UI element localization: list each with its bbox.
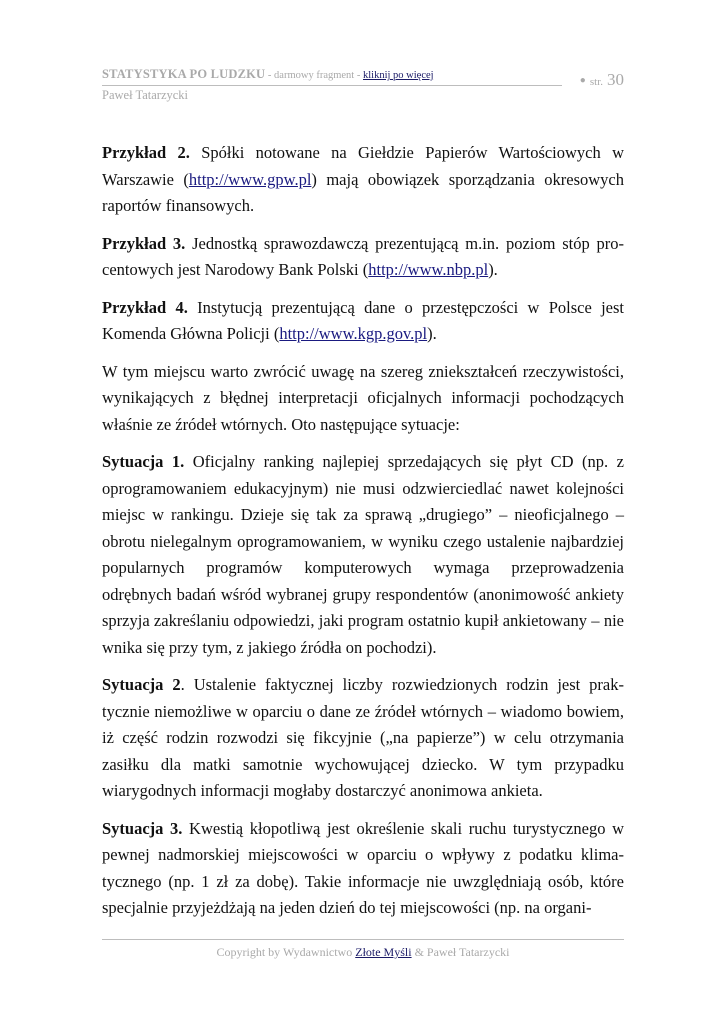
footer-author: & Paweł Tatarzycki	[411, 945, 510, 959]
paragraph-example-4	[102, 295, 624, 348]
more-link[interactable]: kliknij po więcej	[362, 70, 434, 81]
paragraph-situation-1	[102, 449, 624, 661]
header-line	[102, 67, 434, 82]
paragraph-example-2	[102, 140, 624, 220]
page-number: 30	[607, 70, 624, 89]
paragraph-situation-3	[102, 816, 624, 922]
paragraph-label: Przykład 4.	[102, 297, 188, 317]
book-title: STATYSTYKA PO LUDZKU	[102, 67, 266, 81]
paragraph-text: ).	[488, 260, 498, 279]
paragraph-text: Instytucją prezentującą dane o przestępczości w Polsce jest Komenda Główna Policji (	[102, 297, 624, 343]
paragraph-situation-2	[102, 672, 624, 805]
paragraph-text: Jednostką sprawozdawczą prezentującą m.in. poziom stóp procentowych jest Narodowy Bank Polski (	[102, 233, 624, 279]
page-label: str.	[589, 76, 603, 88]
paragraph-label: Sytuacja 2	[102, 675, 181, 694]
page-body	[102, 140, 624, 933]
publisher-link[interactable]: Złote Myśli	[355, 945, 412, 959]
paragraph-label: Sytuacja 3.	[102, 818, 183, 838]
page-indicator	[580, 70, 624, 90]
footer-copyright: Copyright by Wydawnictwo	[216, 945, 356, 959]
paragraph-label: Przykład 3.	[102, 233, 186, 253]
paragraph-text: Kwestią kłopotliwą jest określenie skali ruchu turystycznego w pewnej nadmorskiej miejscowości w oparciu o wpływy z podatku klimatycznego (np. 1 zł za dobę). Takie informacje nie uwzględniają osób, które specjalnie przyjeżdżają na jeden dzień do tej miejscowości (np. na organi-	[102, 818, 624, 917]
paragraph-label: Sytuacja 1.	[102, 452, 185, 471]
paragraph-label: Przykład 2.	[102, 143, 190, 162]
paragraph-text: Oficjalny ranking najlepiej sprzedających się płyt CD (np. z oprogramowaniem edukacyjnym) nie musi odzwierciedlać nawet kolejności miejsc w rankingu. Dzieje się tak za sprawą „drugiego” – nieoficjalnego – obrotu nielegalnym oprogramowaniem, w wyniku czego ustalenie najbardziej popularnych programów komputerowych wymaga przeprowadzenia odrębnych badań wśród wybranej grupy respondentów (anonimowość ankiety sprzyja zakreślaniu odpowiedzi, jaki program ostatnio kupił ankietowany – nie wnika się przy tym, z jakiego źródła on pochodzi).	[102, 452, 624, 657]
page-header	[102, 67, 624, 107]
kgp-link[interactable]: http://www.kgp.gov.pl	[279, 324, 428, 343]
paragraph-example-3	[102, 231, 624, 284]
gpw-link[interactable]: http://www.gpw.pl	[188, 169, 312, 189]
footer-rule	[102, 939, 624, 940]
paragraph-text: ).	[427, 324, 437, 343]
fragment-label: darmowy fragment	[274, 70, 355, 81]
paragraph-text: ) mają obowiązek sporządzania okresowych raportów finansowych.	[102, 169, 624, 215]
bullet-icon: ●	[579, 75, 586, 86]
paragraph-text: . Ustalenie faktycznej liczby rozwiedzionych rodzin jest praktycznie niemożliwe w oparciu o dane ze źródeł wtórnych – wiadomo bowiem, iż część rodzin rozwodzi się fikcyjnie („na papierze”) w celu otrzymania zasiłku dla matki samotnie wychowującej dziecko. W tym przypadku wiarygodnych informacji mogłaby dostarczyć anonimowa ankieta.	[102, 675, 624, 800]
header-rule	[102, 85, 562, 86]
paragraph-intro: W tym miejscu warto zwrócić uwagę na szereg zniekształceń rzeczywistości, wynikających z błędnej interpretacji oficjalnych informacji pochodzących właśnie ze źródeł wtórnych. Oto następujące sytuacje:	[102, 361, 624, 434]
header-author: Paweł Tatarzycki	[102, 88, 189, 102]
nbp-link[interactable]: http://www.nbp.pl	[368, 260, 489, 279]
page-footer	[102, 945, 624, 960]
paragraph-text: Spółki notowane na Giełdzie Papierów Wartościowych w Warszawie (	[102, 143, 624, 189]
header-separator-2: -	[354, 70, 363, 81]
header-separator: -	[265, 70, 275, 81]
